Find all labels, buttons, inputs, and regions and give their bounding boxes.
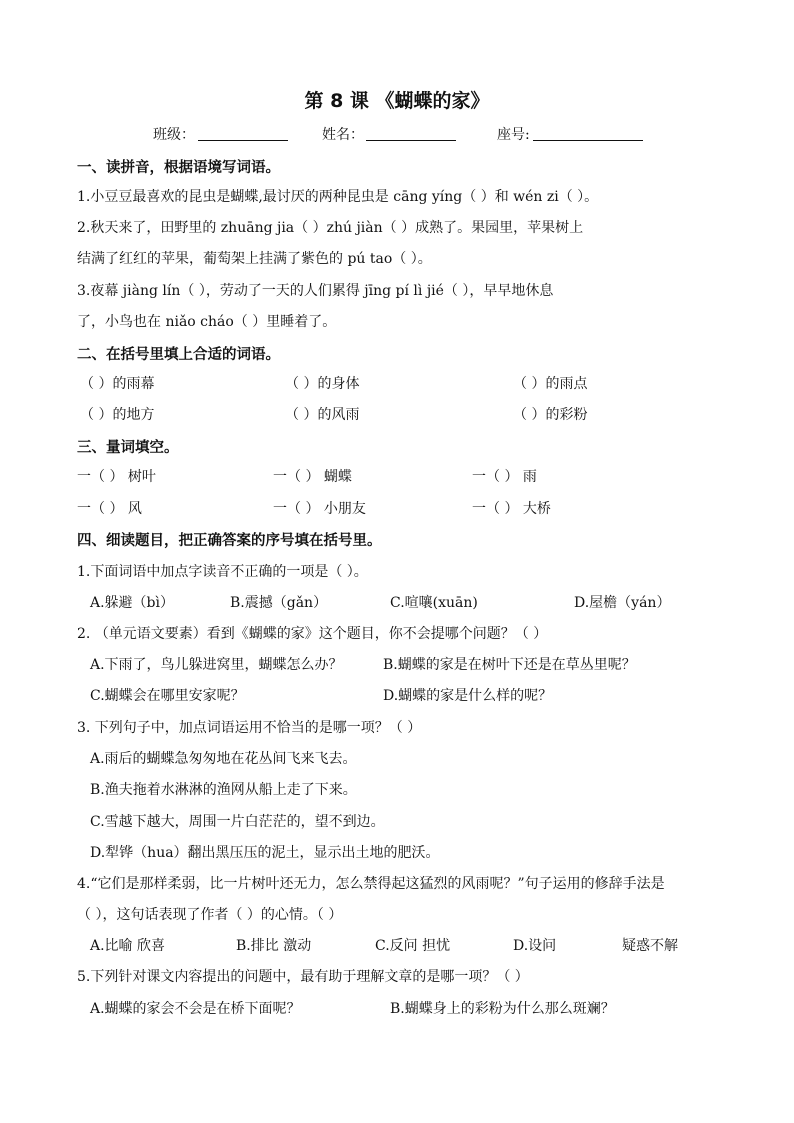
q3-item: 一（ ） 树叶 xyxy=(77,469,156,485)
q2-item: （ ）的彩粉 xyxy=(513,407,588,423)
q4-5-option-a: A.蝴蝶的家会不会是在桥下面呢？ xyxy=(90,1001,301,1017)
seat-label: 座号: xyxy=(497,127,530,143)
q4-3-stem: 3. 下列句子中，加点词语运用不恰当的是哪一项？（ ） xyxy=(77,720,422,736)
q2-item: （ ）的地方 xyxy=(80,407,155,423)
q3-item: 一（ ） 风 xyxy=(77,501,142,517)
q4-3-option-a: A.雨后的蝴蝶急匆匆地在花丛间飞来飞去。 xyxy=(90,751,357,767)
q4-4-option-a: A.比喻 欣喜 xyxy=(90,938,166,954)
q3-item: 一（ ） 雨 xyxy=(472,469,537,485)
q1-line-1: 1.小豆豆最喜欢的昆虫是蝴蝶,最讨厌的两种昆虫是 cāng yíng（ ）和 wén zi（ ）。 xyxy=(77,189,599,205)
q1-line-4: 3.夜幕 jiàng lín（ ），劳动了一天的人们累得 jīng pí lì jié（ ），早早地休息 xyxy=(77,283,554,299)
q4-2-option-a: A.下雨了，鸟儿躲进窝里，蝴蝶怎么办？ xyxy=(90,657,343,673)
q4-4-stem-line-1: 4.“它们是那样柔弱，比一片树叶还无力，怎么禁得起这猛烈的风雨呢？”句子运用的修辞手法是 xyxy=(77,876,665,892)
q3-item: 一（ ） 蝴蝶 xyxy=(273,469,352,485)
q4-4-option-b: B.排比 激动 xyxy=(236,938,312,954)
page-title: 第 8 课 《蝴蝶的家》 xyxy=(304,90,490,112)
q3-item: 一（ ） 小朋友 xyxy=(273,501,366,517)
q4-4-stem-line-2: （ ），这句话表现了作者（ ）的心情。（ ） xyxy=(77,907,343,923)
q4-4-option-c: C.反问 担忧 xyxy=(375,938,451,954)
q4-1-stem: 1.下面词语中加点字读音不正确的一项是（ ）。 xyxy=(77,564,368,580)
q4-2-option-d: D.蝴蝶的家是什么样的呢？ xyxy=(383,688,553,704)
student-info-row xyxy=(0,124,794,144)
q2-item: （ ）的身体 xyxy=(285,376,360,392)
section-1-heading: 一、读拼音，根据语境写词语。 xyxy=(77,160,280,176)
q4-4-option-d-mood: 疑惑不解 xyxy=(622,938,678,954)
q4-3-option-d: D.犁铧（hua）翻出黑压压的泥土，显示出土地的肥沃。 xyxy=(90,845,440,861)
q2-item: （ ）的风雨 xyxy=(285,407,360,423)
q4-2-stem: 2. （单元语文要素）看到《蝴蝶的家》这个题目，你不会提哪个问题？（ ） xyxy=(77,626,548,642)
q1-line-5: 了，小鸟也在 niǎo cháo（ ）里睡着了。 xyxy=(77,314,337,330)
section-3-heading: 三、量词填空。 xyxy=(77,440,179,456)
q4-1-option-c: C.喧嚷(xuān) xyxy=(390,595,478,611)
q4-3-option-b: B.渔夫拖着水淋淋的渔网从船上走了下来。 xyxy=(90,782,357,798)
q4-2-option-b: B.蝴蝶的家是在树叶下还是在草丛里呢？ xyxy=(383,657,636,673)
q4-2-option-c: C.蝴蝶会在哪里安家呢？ xyxy=(90,688,245,704)
q4-1-option-d: D.屋檐（yán） xyxy=(574,595,671,611)
class-label: 班级： xyxy=(153,127,195,143)
q4-1-option-b: B.震撼（gǎn） xyxy=(230,595,328,611)
q1-line-3: 结满了红红的苹果，葡萄架上挂满了紫色的 pú tao（ ）。 xyxy=(77,251,432,267)
q4-4-option-d: D.设问 xyxy=(513,938,557,954)
q4-3-option-c: C.雪越下越大，周围一片白茫茫的，望不到边。 xyxy=(90,814,385,830)
name-label: 姓名： xyxy=(322,127,364,143)
q2-item: （ ）的雨幕 xyxy=(80,376,155,392)
q1-line-2: 2.秋天来了，田野里的 zhuāng jia（ ）zhú jiàn（ ）成熟了。果园里，苹果树上 xyxy=(77,220,584,236)
name-field[interactable] xyxy=(366,124,456,141)
section-4-heading: 四、细读题目，把正确答案的序号填在括号里。 xyxy=(77,533,382,549)
q4-1-option-a: A.躲避（bì） xyxy=(90,595,174,611)
seat-field[interactable] xyxy=(533,124,643,141)
q4-5-stem: 5.下列针对课文内容提出的问题中，最有助于理解文章的是哪一项？（ ） xyxy=(77,969,529,985)
q4-5-option-b: B.蝴蝶身上的彩粉为什么那么斑斓？ xyxy=(390,1001,615,1017)
q2-item: （ ）的雨点 xyxy=(513,376,588,392)
class-field[interactable] xyxy=(198,124,288,141)
section-2-heading: 二、在括号里填上合适的词语。 xyxy=(77,347,280,363)
q3-item: 一（ ） 大桥 xyxy=(472,501,551,517)
